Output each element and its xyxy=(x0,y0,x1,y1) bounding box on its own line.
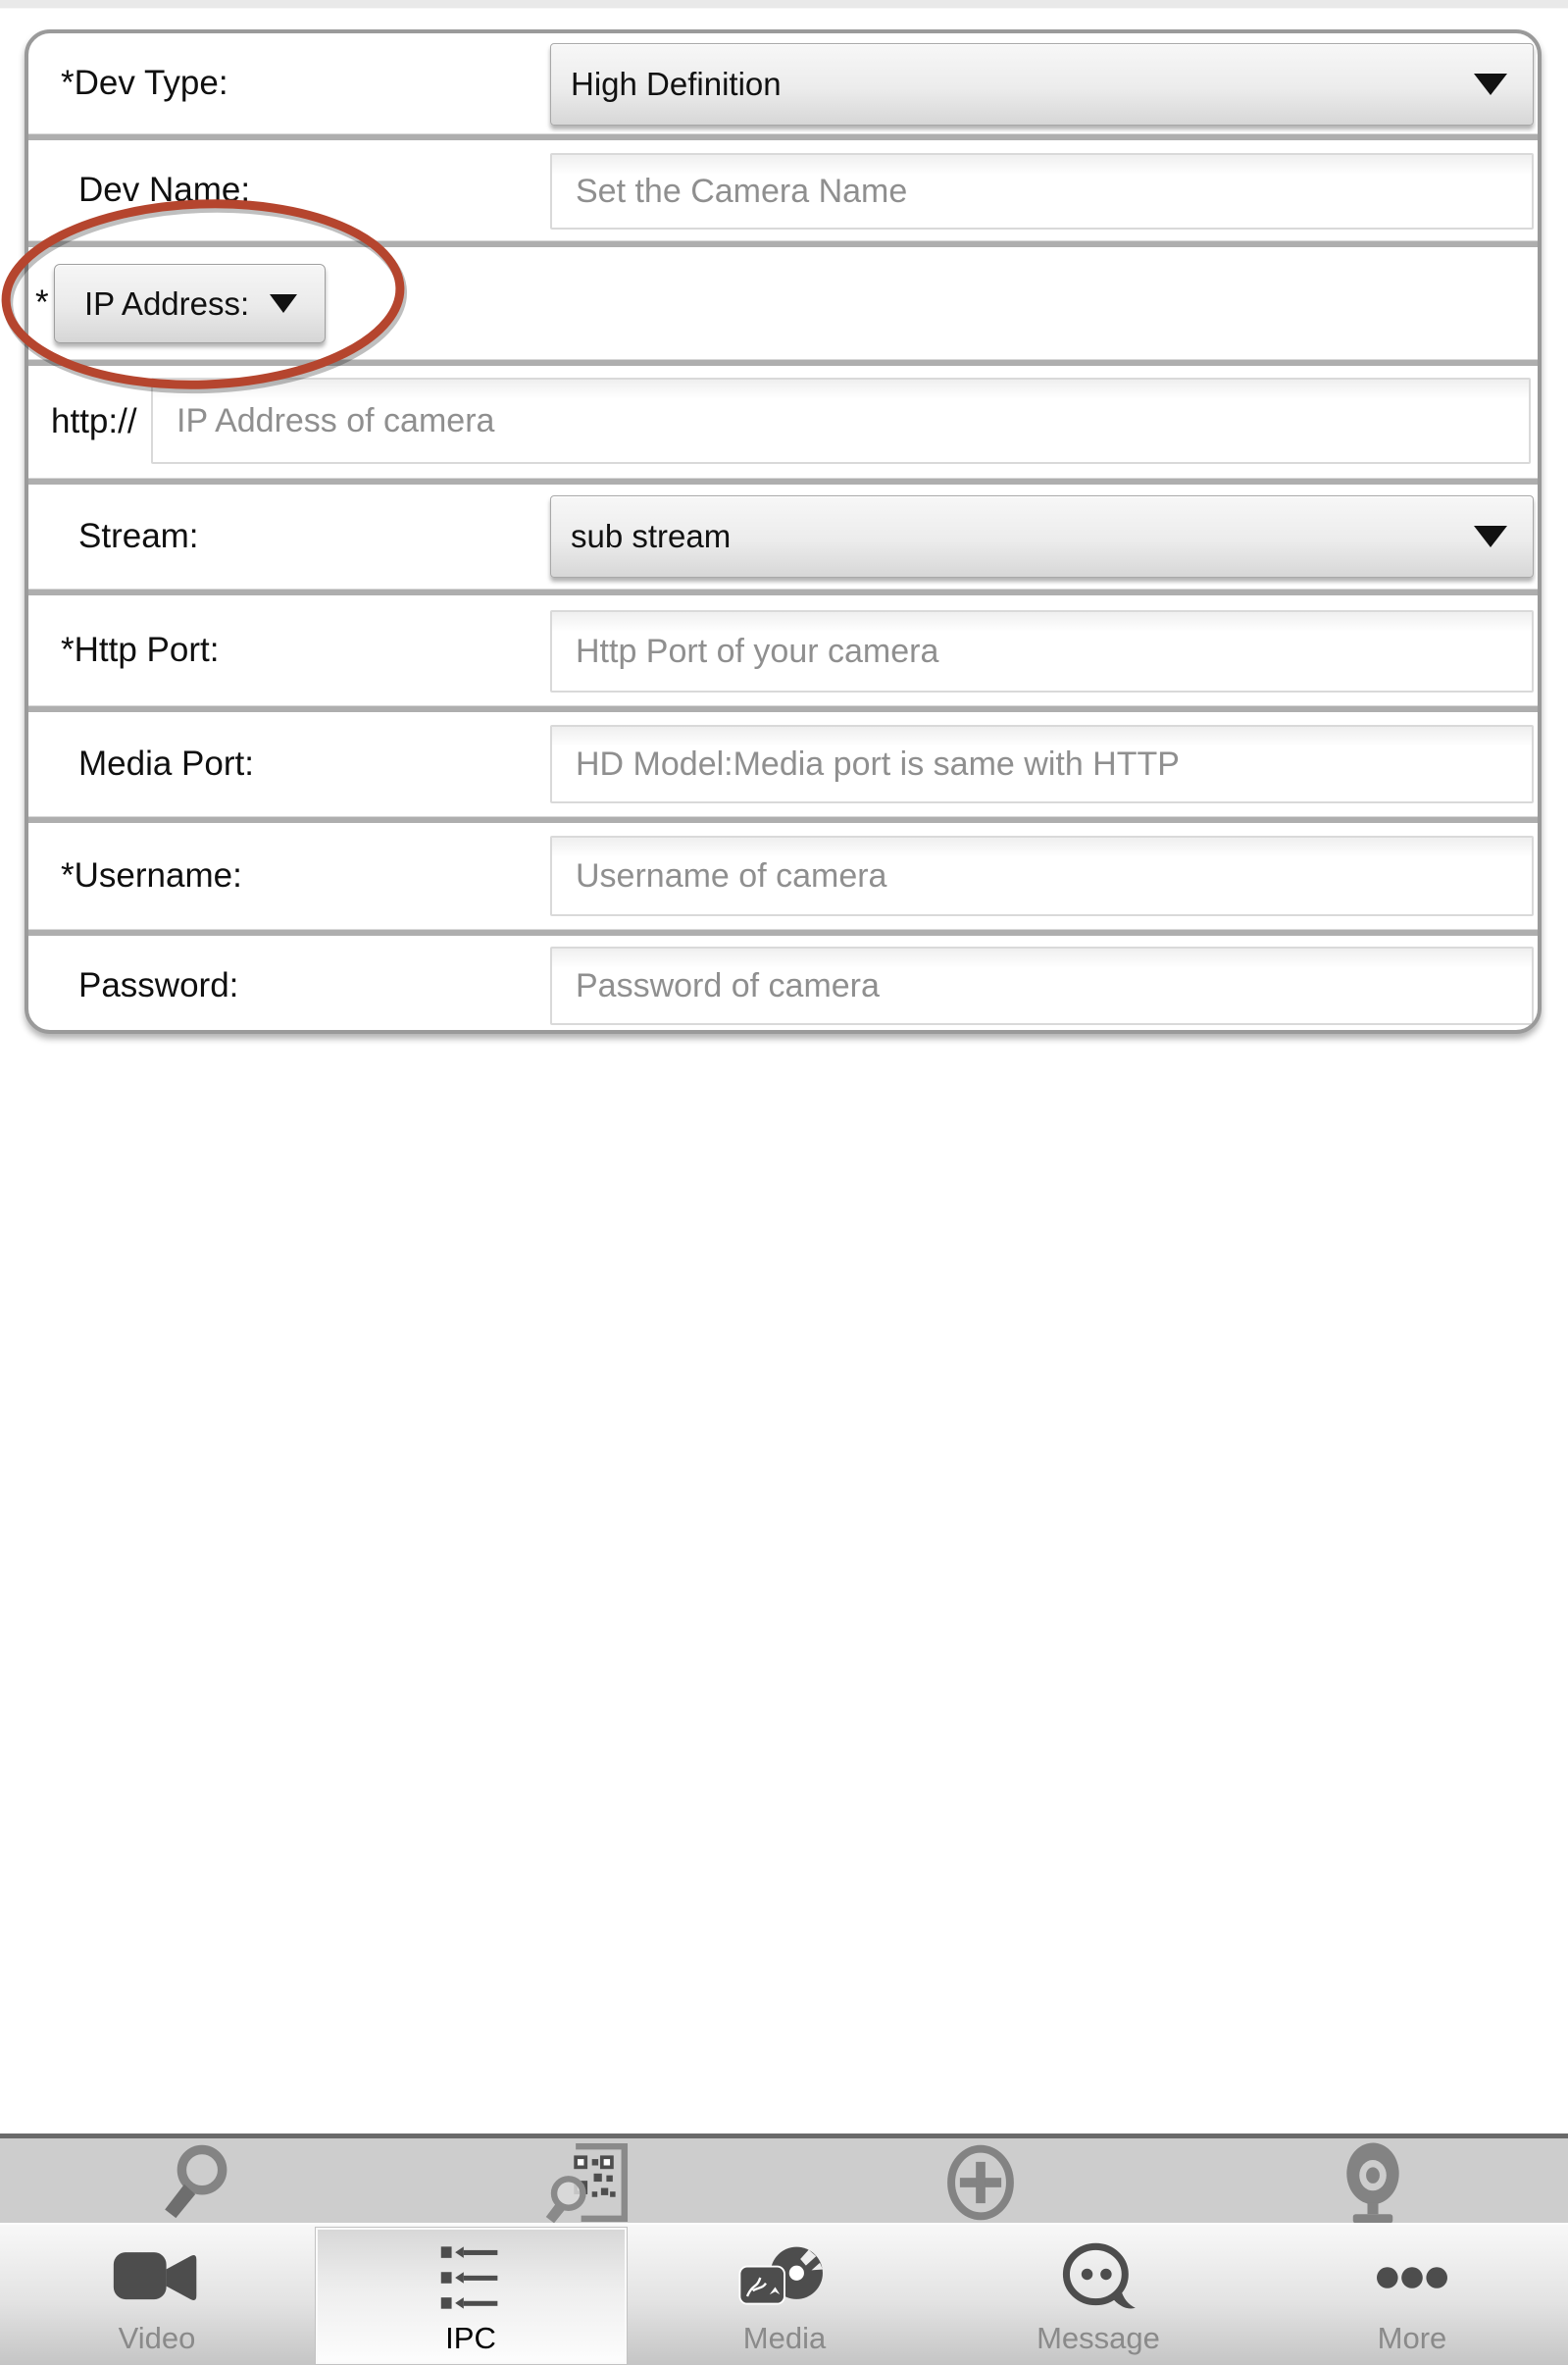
tab-more-label: More xyxy=(1377,2321,1447,2355)
tab-ipc[interactable] xyxy=(314,2225,628,2365)
row-divider xyxy=(28,705,1538,712)
row-divider xyxy=(28,589,1538,595)
tab-message-label: Message xyxy=(1037,2321,1160,2355)
username-input[interactable] xyxy=(550,836,1534,916)
dev-name-label: Dev Name: xyxy=(78,171,251,209)
tab-message[interactable] xyxy=(941,2225,1255,2365)
media-disc-icon xyxy=(737,2233,832,2323)
form-row-username xyxy=(28,823,1538,929)
row-divider xyxy=(28,929,1538,936)
dev-type-spinner[interactable] xyxy=(550,43,1534,126)
row-divider xyxy=(28,816,1538,823)
row-divider xyxy=(28,359,1538,366)
row-divider xyxy=(28,240,1538,247)
stream-label: Stream: xyxy=(78,517,199,555)
bottom-tab-bar xyxy=(0,2223,1568,2365)
tab-video-label: Video xyxy=(118,2321,196,2355)
http-port-input[interactable] xyxy=(550,610,1534,693)
ip-address-dropdown-button[interactable] xyxy=(54,264,326,343)
status-strip xyxy=(0,0,1568,9)
form-row-dev-name xyxy=(28,140,1538,240)
search-icon xyxy=(154,2140,238,2225)
webcam-button[interactable] xyxy=(1326,2142,1420,2223)
form-row-dev-type xyxy=(28,33,1538,133)
media-port-label: Media Port: xyxy=(78,745,254,783)
form-row-password xyxy=(28,936,1538,1034)
http-port-label: *Http Port: xyxy=(61,631,220,669)
qr-scan-icon xyxy=(543,2137,633,2228)
video-camera-icon xyxy=(110,2233,204,2323)
tab-media[interactable] xyxy=(628,2225,941,2365)
password-input[interactable] xyxy=(550,947,1534,1025)
username-label: *Username: xyxy=(61,856,242,895)
stream-value: sub stream xyxy=(571,518,732,554)
dev-type-label: *Dev Type: xyxy=(61,64,228,102)
tab-ipc-label: IPC xyxy=(445,2321,496,2355)
ip-address-input[interactable] xyxy=(151,378,1531,464)
row-divider xyxy=(28,133,1538,140)
form-row-http-port xyxy=(28,595,1538,705)
camera-setup-form xyxy=(25,29,1542,1034)
dev-name-input[interactable] xyxy=(550,153,1534,230)
tab-more[interactable] xyxy=(1255,2225,1568,2365)
message-bubble-icon xyxy=(1055,2233,1141,2323)
tab-video[interactable] xyxy=(0,2225,314,2365)
row-divider xyxy=(28,478,1538,485)
webcam-icon xyxy=(1328,2137,1418,2228)
http-prefix-label: http:// xyxy=(51,402,137,440)
form-row-ip-input xyxy=(28,366,1538,478)
dev-type-value: High Definition xyxy=(571,66,782,102)
password-label: Password: xyxy=(78,966,239,1004)
chevron-down-icon xyxy=(1474,526,1507,547)
bottom-toolbar xyxy=(0,2134,1568,2223)
form-row-stream xyxy=(28,485,1538,589)
scan-qr-button[interactable] xyxy=(541,2142,635,2223)
ip-address-button-label: IP Address: xyxy=(84,284,250,322)
stream-spinner[interactable] xyxy=(550,495,1534,578)
more-dots-icon xyxy=(1368,2233,1456,2323)
tab-media-label: Media xyxy=(742,2321,827,2355)
add-device-button[interactable] xyxy=(934,2142,1028,2223)
add-icon xyxy=(937,2139,1024,2226)
required-asterisk: * xyxy=(35,283,49,322)
form-row-media-port xyxy=(28,712,1538,816)
form-row-ip-address xyxy=(28,247,1538,359)
search-button[interactable] xyxy=(149,2142,243,2223)
chevron-down-icon xyxy=(1474,74,1507,95)
chevron-down-icon xyxy=(270,294,297,313)
sliders-icon xyxy=(432,2233,509,2323)
media-port-input[interactable] xyxy=(550,725,1534,803)
